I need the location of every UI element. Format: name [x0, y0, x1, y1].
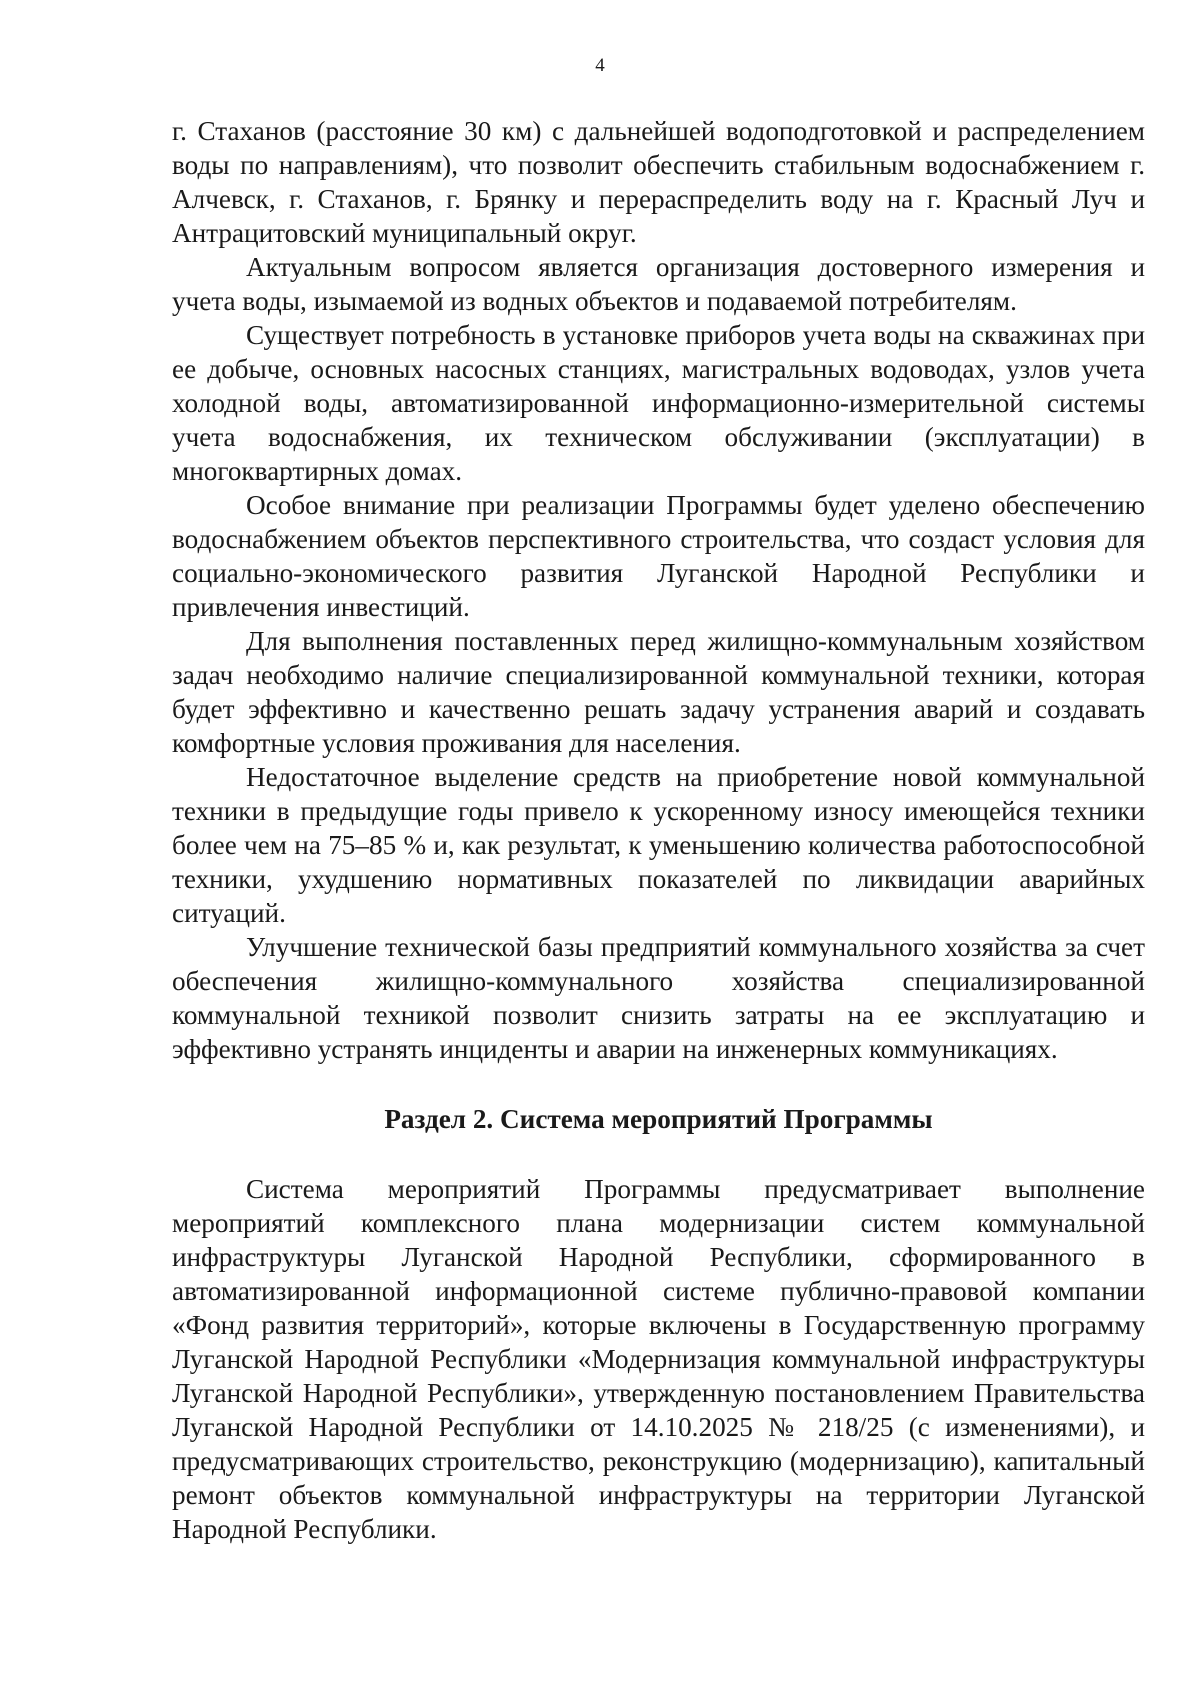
paragraph: Улучшение технической базы предприятий коммунального хозяйства за счет обеспечения жилищно-коммунального хозяйства специализированной коммунальной техникой позволит снизить затраты на ее эксплуатацию и эффективно устранять инциденты и аварии на инженерных коммуникациях.	[172, 932, 1145, 1064]
page-number: 4	[595, 55, 605, 76]
paragraph: Существует потребность в установке приборов учета воды на скважинах при ее добыче, основных насосных станциях, магистральных водоводах, узлов учета холодной воды, автоматизированной информационно-измерительной системы учета водоснабжения, их техническом обслуживании (эксплуатации) в многоквартирных домах.	[172, 320, 1145, 486]
paragraph: Для выполнения поставленных перед жилищно-коммунальным хозяйством задач необходимо наличие специализированной коммунальной техники, которая будет эффективно и качественно решать задачу устранения аварий и создавать комфортные условия проживания для населения.	[172, 626, 1145, 758]
paragraphs-before-section	[172, 114, 1145, 1066]
document-body	[172, 114, 1145, 1546]
paragraph: г. Стаханов (расстояние 30 км) с дальнейшей водоподготовкой и распределением воды по направлениям), что позволит обеспечить стабильным водоснабжением г. Алчевск, г. Стаханов, г. Брянку и перераспределить воду на г. Красный Луч и Антрацитовский муниципальный округ.	[172, 116, 1145, 248]
paragraphs-after-section	[172, 1172, 1145, 1546]
paragraph: Актуальным вопросом является организация достоверного измерения и учета воды, изымаемой из водных объектов и подаваемой потребителям.	[172, 252, 1145, 316]
paragraph: Система мероприятий Программы предусматривает выполнение мероприятий комплексного плана модернизации систем коммунальной инфраструктуры Луганской Народной Республики, сформированного в автоматизированной информационной системе публично-правовой компании «Фонд развития территорий», которые включены в Государственную программу Луганской Народной Республики «Модернизация коммунальной инфраструктуры Луганской Народной Республики», утвержденную постановлением Правительства Луганской Народной Республики от 14.10.2025 № 218/25 (с изменениями), и предусматривающих строительство, реконструкцию (модернизацию), капитальный ремонт объектов коммунальной инфраструктуры на территории Луганской Народной Республики.	[172, 1174, 1145, 1544]
paragraph: Особое внимание при реализации Программы будет уделено обеспечению водоснабжением объектов перспективного строительства, что создаст условия для социально-экономического развития Луганской Народной Республики и привлечения инвестиций.	[172, 490, 1145, 622]
paragraph: Недостаточное выделение средств на приобретение новой коммунальной техники в предыдущие годы привело к ускоренному износу имеющейся техники более чем на 75–85 % и, как результат, к уменьшению количества работоспособной техники, ухудшению нормативных показателей по ликвидации аварийных ситуаций.	[172, 762, 1145, 928]
section-title: Раздел 2. Система мероприятий Программы	[384, 1104, 933, 1134]
